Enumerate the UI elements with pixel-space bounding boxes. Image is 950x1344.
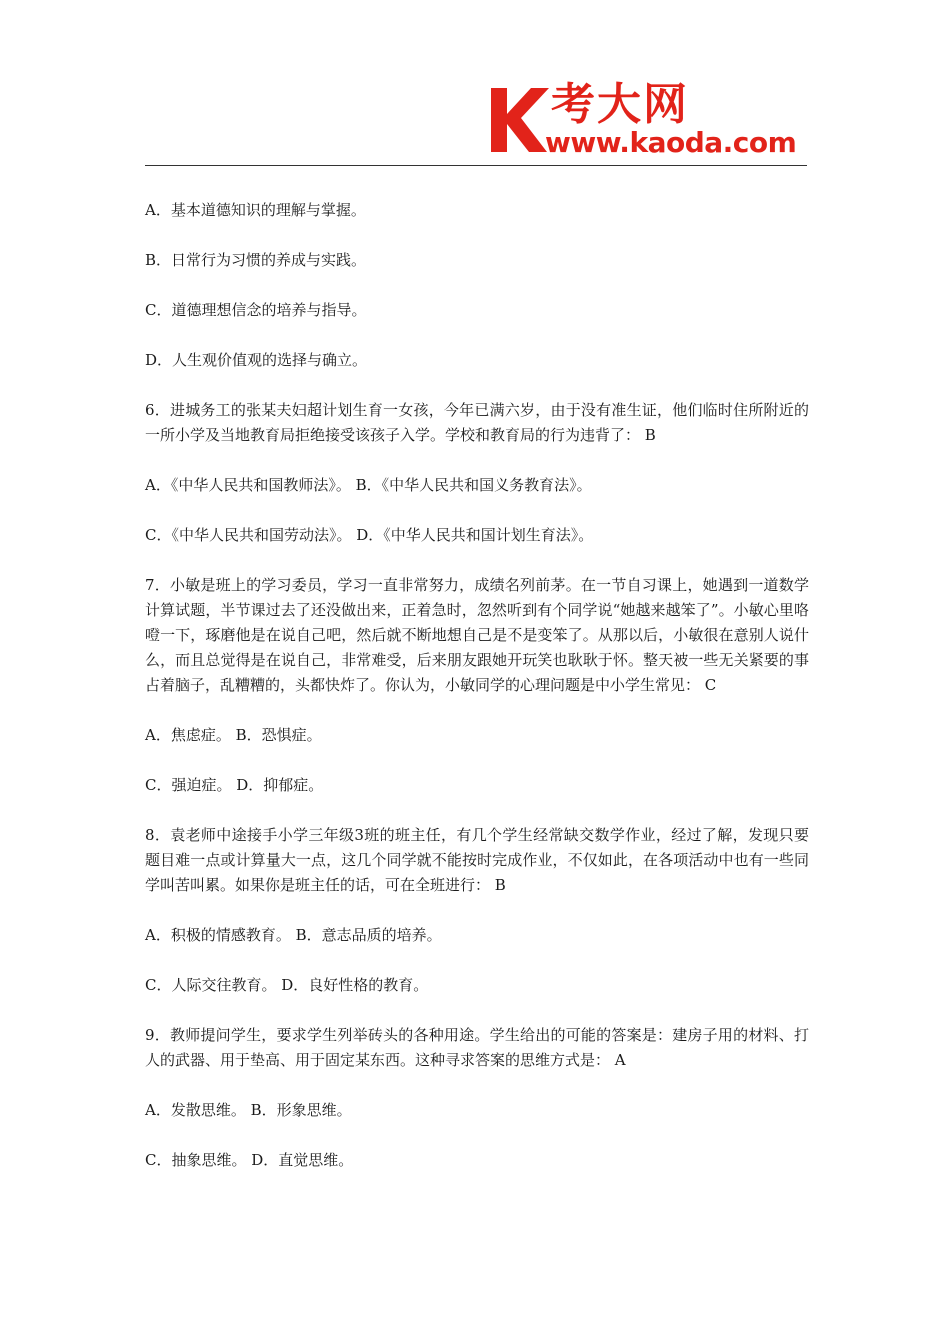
paragraph: A．基本道德知识的理解与掌握。 [145,201,366,219]
paragraph: A．积极的情感教育。 B．意志品质的培养。 [145,926,442,944]
question-9: 9．教师提问学生，要求学生列举砖头的各种用途。学生给出的可能的答案是：建房子用的材料、打人的武器、用于垫高、用于固定某东西。这种寻求答案的思维方式是： A [145,1026,809,1069]
paragraph: A．发散思维。 B．形象思维。 [145,1101,352,1119]
question-8: 8．袁老师中途接手小学三年级3班的班主任，有几个学生经常缺交数学作业，经过了解，发现只要题目难一点或计算量大一点，这几个同学就不能按时完成作业，不仅如此，在各项活动中也有一些同学叫苦叫累。如果你是班主任的话，可在全班进行： B [145,826,809,894]
paragraph: C．人际交往教育。 D．良好性格的教育。 [145,976,429,994]
k-logo-icon [487,84,549,156]
header-divider [145,165,807,166]
paragraph: B．日常行为习惯的养成与实践。 [145,251,367,269]
logo-chinese-text: 考大网 [551,79,689,130]
paragraph: A．《中华人民共和国教师法》。 B．《中华人民共和国义务教育法》。 [145,476,592,494]
kaoda-logo [487,80,807,160]
document-body [145,198,809,1198]
paragraph: A．焦虑症。 B．恐惧症。 [145,726,322,744]
logo-url-text: www.kaoda.com [545,126,797,159]
question-6: 6．进城务工的张某夫妇超计划生育一女孩，今年已满六岁，由于没有准生证，他们临时住所附近的一所小学及当地教育局拒绝接受该孩子入学。学校和教育局的行为违背了： B [145,401,809,444]
paragraph: C．道德理想信念的培养与指导。 [145,301,367,319]
paragraph: D．人生观价值观的选择与确立。 [145,351,368,369]
paragraph: C．强迫症。 D．抑郁症。 [145,776,324,794]
question-7: 7．小敏是班上的学习委员，学习一直非常努力，成绩名列前茅。在一节自习课上，她遇到一道数学计算试题，半节课过去了还没做出来，正着急时，忽然听到有个同学说“她越来越笨了”。小敏心里咯噔一下，琢磨他是在说自己吧，然后就不断地想自己是不是变笨了。从那以后，小敏很在意别人说什么，而且总觉得是在说自己，非常难受，后来朋友跟她开玩笑也耿耿于怀。整天被一些无关紧要的事占着脑子，乱糟糟的，头都快炸了。你认为，小敏同学的心理问题是中小学生常见： C [145,576,809,694]
page-header [145,70,807,166]
paragraph: C．《中华人民共和国劳动法》。 D．《中华人民共和国计划生育法》。 [145,526,594,544]
paragraph: C．抽象思维。 D．直觉思维。 [145,1151,354,1169]
